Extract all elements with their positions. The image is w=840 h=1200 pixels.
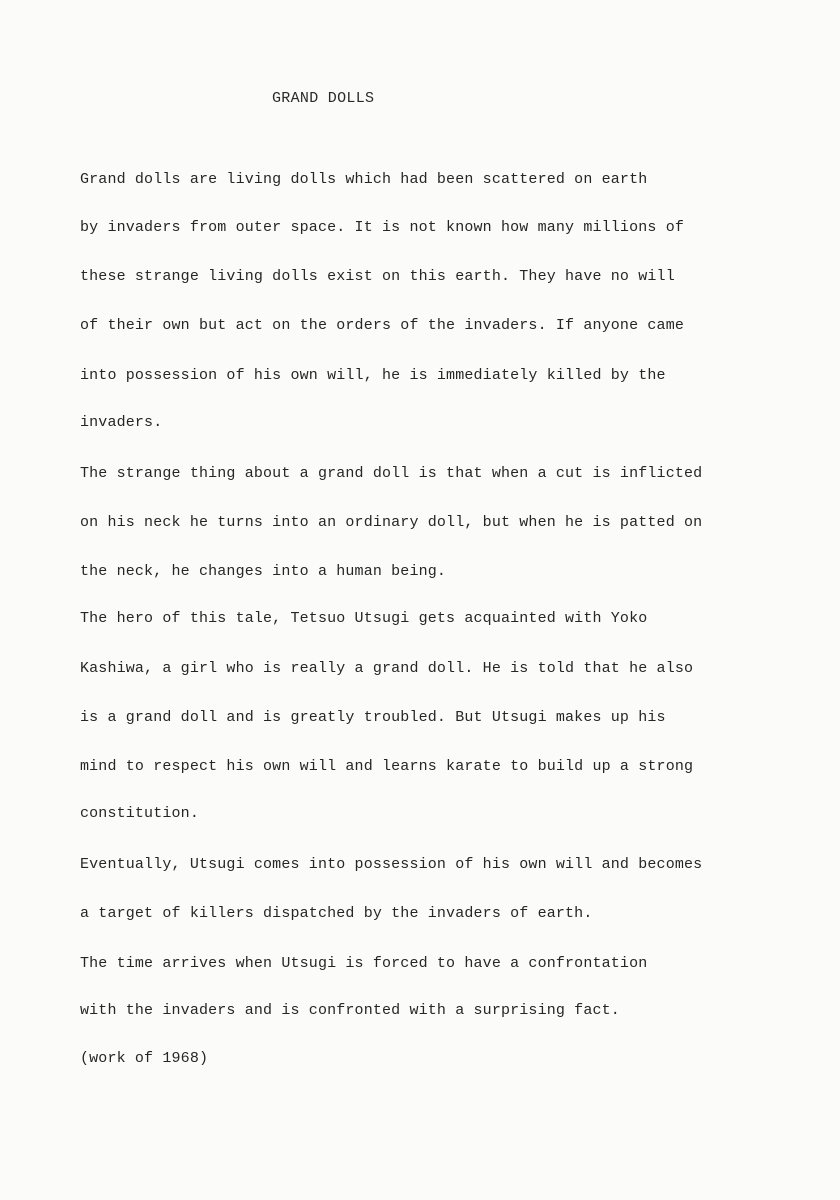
text-line: constitution. [80,805,199,822]
text-line: by invaders from outer space. It is not known how many millions of [80,219,684,236]
document-title: GRAND DOLLS [272,90,375,107]
text-line: of their own but act on the orders of the invaders. If anyone came [80,317,684,334]
text-line: invaders. [80,414,163,431]
text-line: is a grand doll and is greatly troubled. But Utsugi makes up his [80,709,666,726]
text-line: The hero of this tale, Tetsuo Utsugi gets acquainted with Yoko [80,610,648,627]
text-line: a target of killers dispatched by the invaders of earth. [80,905,593,922]
text-line: these strange living dolls exist on this earth. They have no will [80,268,675,285]
text-line: The strange thing about a grand doll is that when a cut is inflicted [80,465,703,482]
text-line: mind to respect his own will and learns karate to build up a strong [80,758,694,775]
text-line: into possession of his own will, he is immediately killed by the [80,367,666,384]
text-line: with the invaders and is confronted with a surprising fact. [80,1002,620,1019]
text-line: Grand dolls are living dolls which had been scattered on earth [80,171,648,188]
text-line: (work of 1968) [80,1050,209,1067]
text-line: on his neck he turns into an ordinary doll, but when he is patted on [80,514,703,531]
text-line: The time arrives when Utsugi is forced to have a confrontation [80,955,648,972]
text-line: Kashiwa, a girl who is really a grand doll. He is told that he also [80,660,694,677]
text-line: Eventually, Utsugi comes into possession of his own will and becomes [80,856,703,873]
text-line: the neck, he changes into a human being. [80,563,447,580]
